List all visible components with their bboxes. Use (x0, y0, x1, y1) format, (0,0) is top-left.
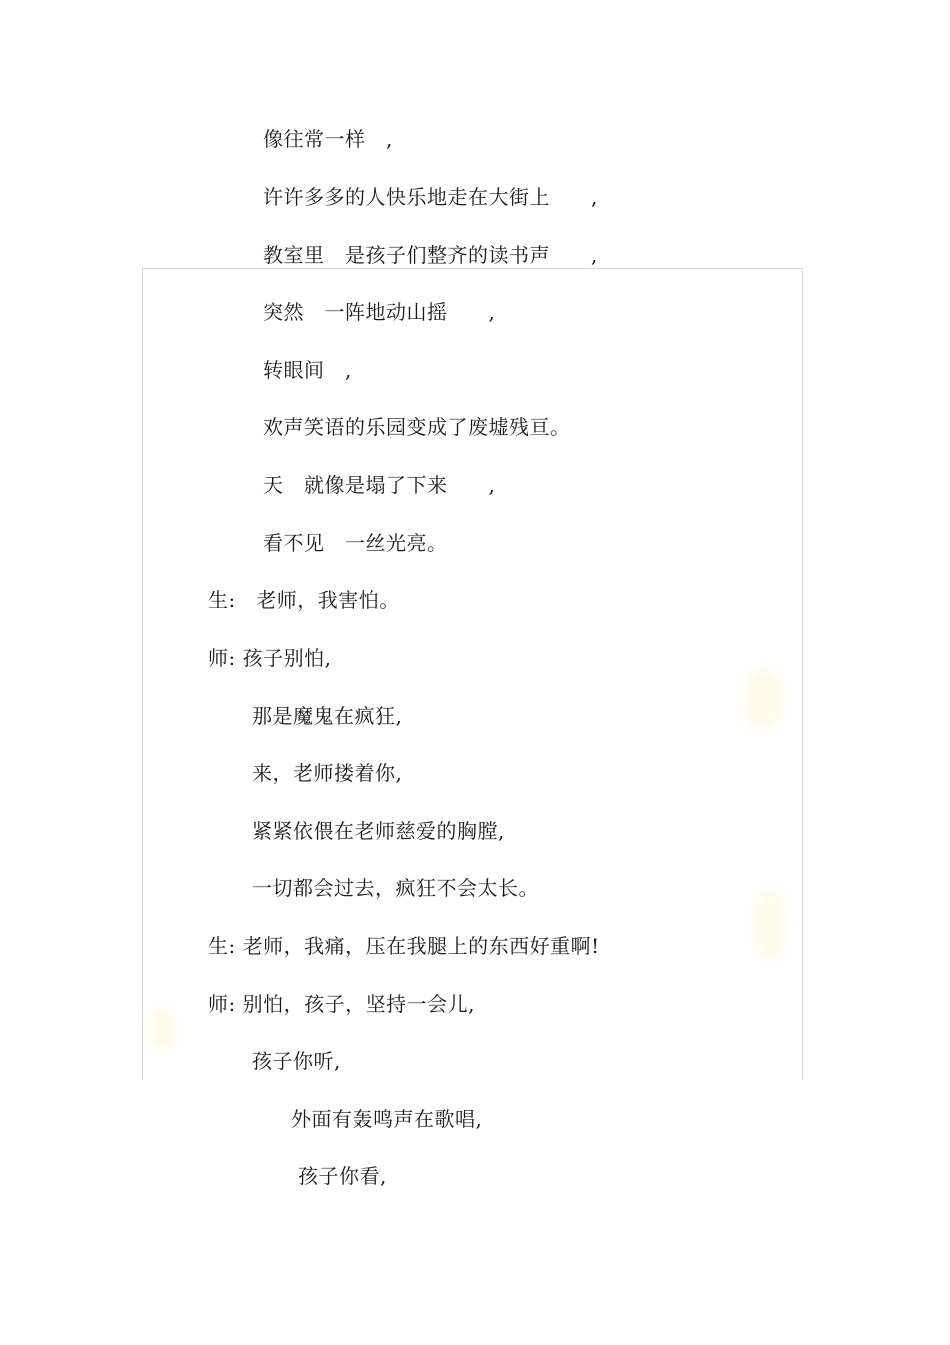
poem-line: 教室里 是孩子们整齐的读书声 , (263, 243, 598, 267)
poem-line: 欢声笑语的乐园变成了废墟残亘。 (263, 415, 571, 439)
poem-line: 那是魔鬼在疯狂, (252, 704, 403, 728)
poem-line: 突然 一阵地动山摇 , (263, 300, 496, 324)
poem-line: 看不见 一丝光亮。 (263, 531, 448, 555)
decorative-glow (755, 889, 785, 959)
teacher-line: 师: 别怕，孩子，坚持一会儿, (208, 992, 475, 1016)
student-line: 生: 老师，我害怕。 (208, 588, 400, 612)
poem-line: 转眼间 , (263, 358, 352, 382)
teacher-line: 师: 孩子别怕, (208, 646, 332, 670)
decorative-glow (743, 669, 783, 729)
student-line: 生: 老师，我痛，压在我腿上的东西好重啊! (208, 934, 600, 958)
poem-line: 天 就像是塌了下来 , (263, 473, 496, 497)
poem-line: 来，老师搂着你, (252, 761, 403, 785)
poem-line: 外面有轰鸣声在歌唱, (291, 1107, 483, 1131)
poem-line: 孩子你听, (252, 1049, 341, 1073)
poem-line: 孩子你看, (298, 1164, 387, 1188)
poem-line: 紧紧依偎在老师慈爱的胸膛, (252, 819, 505, 843)
poem-line: 一切都会过去，疯狂不会太长。 (252, 876, 539, 900)
decorative-glow (151, 1009, 175, 1049)
poem-line: 许许多多的人快乐地走在大街上 , (263, 185, 598, 209)
poem-line: 像往常一样 , (263, 127, 393, 151)
